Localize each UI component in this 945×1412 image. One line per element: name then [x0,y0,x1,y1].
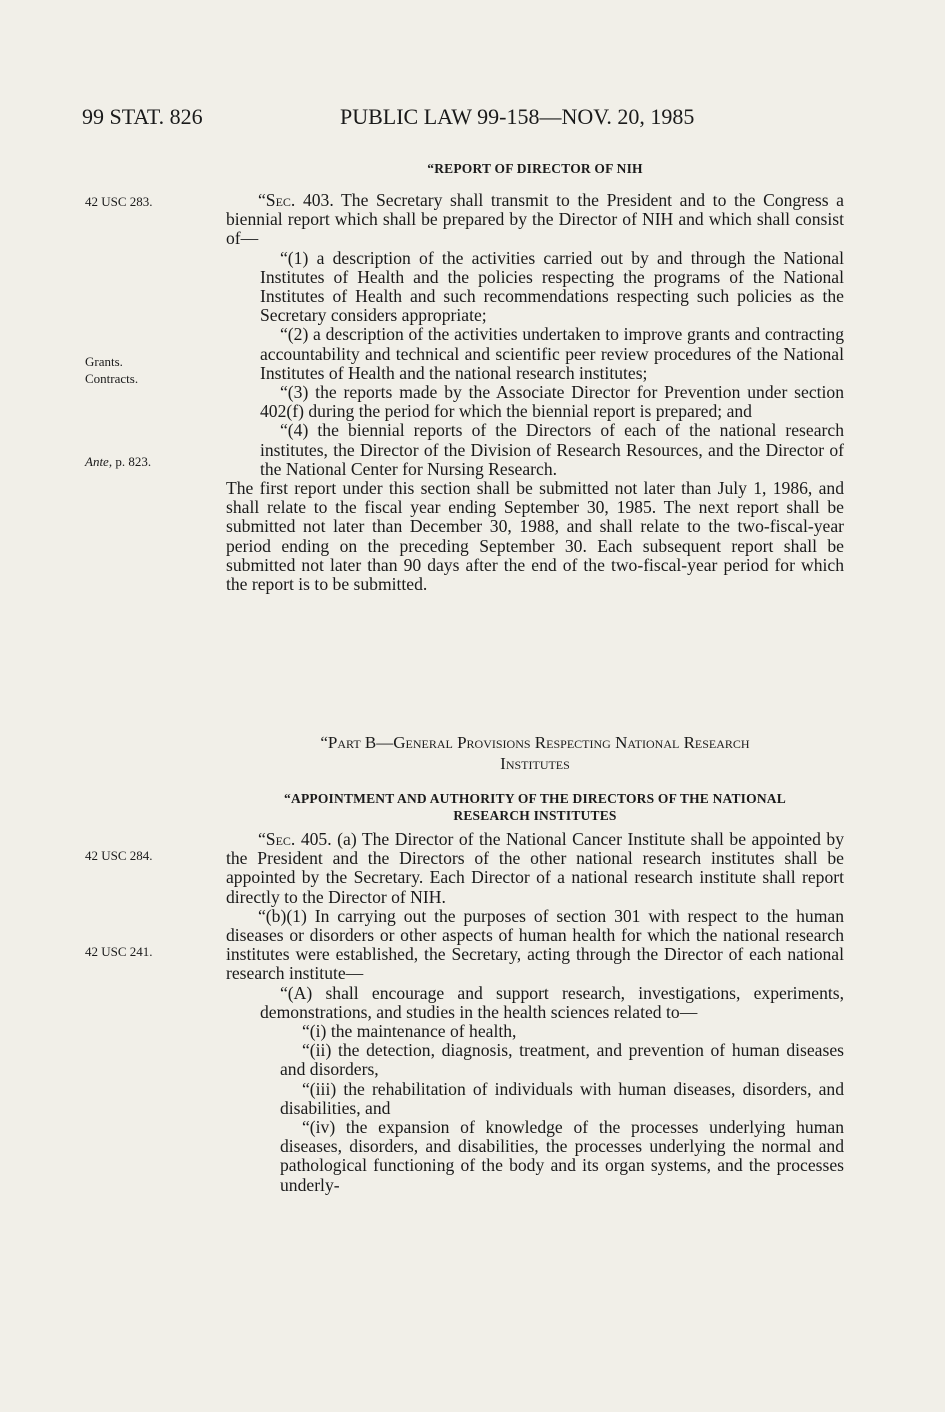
margin-note-ante [85,453,151,470]
margin-note-ante-page: p. 823. [112,454,152,469]
margin-note-usc-284: 42 USC 284. [85,848,153,863]
section-405-item-A: “(A) shall encourage and support research, investigations, experiments, demonstrations, and studies in the health sciences related to— [260,982,844,1022]
margin-note-ante-italic: Ante, [85,454,113,469]
section-405-item-iii: “(iii) the rehabilitation of individuals with human diseases, disorders, and disabilities, and [280,1078,844,1118]
section-403-intro [226,191,844,249]
part-b-heading [226,732,844,774]
section-405-label: “Sec. 405. [258,829,332,849]
section-405-item-iv: “(iv) the expansion of knowledge of the processes underlying human diseases, disorders, and disabilities, the processes underlying the normal and pathological functioning of the body and its organ systems, and the processes underly- [280,1117,844,1195]
page-title: PUBLIC LAW 99-158—NOV. 20, 1985 [340,104,695,129]
section-405-a-text: (a) The Director of the National Cancer Institute shall be appointed by the President and the Directors of the other national research institutes shall be appointed by the Secretary. Each Director of a national research institute shall report directly to the Director of NIH. [226,829,844,907]
margin-note-usc-241: 42 USC 241. [85,944,153,959]
stat-page-number: 99 STAT. 826 [82,104,203,129]
section-403-intro-text: The Secretary shall transmit to the President and to the Congress a biennial report which shall be prepared by the Director of NIH and which shall consist of— [226,190,844,249]
section-403-item-1: “(1) a description of the activities carried out by and through the National Institutes of Health and the policies respecting the programs of the National Institutes of Health and such recommendations respecting such policies as the Secretary considers appropriate; [260,247,844,326]
section-403-item-2: “(2) a description of the activities undertaken to improve grants and contracting accountability and technical and scientific peer review procedures of the National Institutes of Health and the national research institutes; [260,324,844,383]
section-403-item-3: “(3) the reports made by the Associate Director for Prevention under section 402(f) during the period for which the biennial report is prepared; and [260,382,844,422]
part-b-title-line-1: “Part B—General Provisions Respecting National Research [320,733,750,752]
section-403-item-4: “(4) the biennial reports of the Directors of each of the national research institutes, the Director of the Division of Research Resources, and the Director of the National Center for Nursing Research. [260,420,844,479]
section-405-item-ii: “(ii) the detection, diagnosis, treatment, and prevention of human diseases and disorders, [280,1040,844,1080]
part-b-title-line-2: Institutes [500,754,570,773]
section-405-heading-line-1: “APPOINTMENT AND AUTHORITY OF THE DIRECTORS OF THE NATIONAL [284,791,786,806]
margin-note-contracts: Contracts. [85,371,139,386]
section-405-b1: “(b)(1) In carrying out the purposes of section 301 with respect to the human diseases or disorders or other aspects of human health for which the national research institutes were established, the Secretary, acting through the Director of each national research institute— [226,905,844,984]
section-403-label: “Sec. 403. [258,190,334,210]
section-403 [226,160,844,594]
section-405-a [226,830,844,907]
section-405-item-i: “(i) the maintenance of health, [302,1021,517,1042]
section-405 [226,790,844,1195]
section-405-heading-line-2: RESEARCH INSTITUTES [453,808,617,823]
section-403-heading: “REPORT OF DIRECTOR OF NIH [427,161,643,176]
margin-note-usc-283: 42 USC 283. [85,194,153,209]
margin-note-grants: Grants. [85,354,123,369]
section-403-closing: The first report under this section shall be submitted not later than July 1, 1986, and shall relate to the fiscal year ending September 30, 1985. The next report shall be submitted not later than December 30, 1988, and shall relate to the two-fiscal-year period ending on the preceding September 30. Each subsequent report shall be submitted not later than 90 days after the end of the two-fiscal-year period for which the report is to be submitted. [226,478,844,595]
